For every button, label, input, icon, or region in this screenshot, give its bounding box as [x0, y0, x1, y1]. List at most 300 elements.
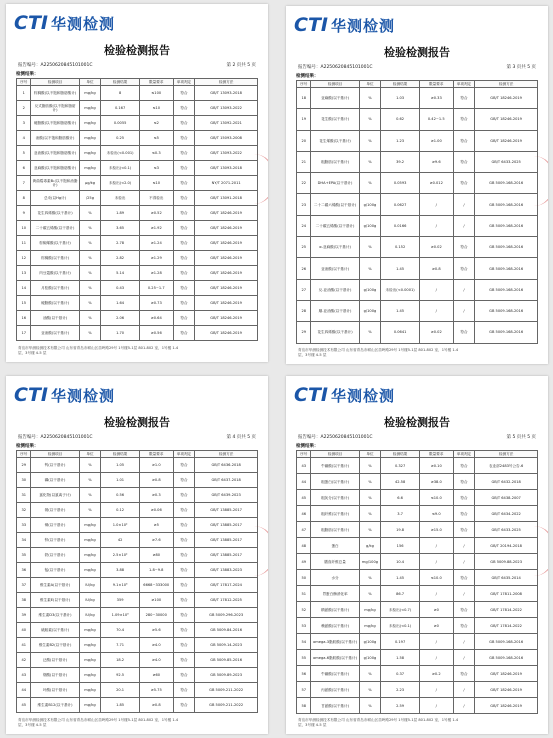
table-cell: /	[453, 554, 475, 570]
table-cell: 符合	[173, 191, 195, 206]
table-cell: /	[453, 650, 475, 666]
table-cell: 1	[17, 86, 31, 101]
table-cell: 15	[17, 296, 31, 311]
table-cell: 符合	[173, 578, 195, 593]
table-cell: 46	[297, 506, 311, 522]
report-page-4	[6, 376, 268, 734]
table-cell: 0.12	[101, 503, 140, 518]
table-row	[297, 698, 538, 714]
table-cell: 符合	[453, 458, 475, 474]
table-cell: NY/T 2071-2011	[195, 176, 258, 191]
table-cell: 50	[297, 570, 311, 586]
table-row	[17, 578, 258, 593]
table-cell: GB/T 18246-2019	[195, 311, 258, 326]
table-cell: 0.0641	[381, 322, 420, 343]
section-label: 检测结果：	[296, 444, 319, 449]
table-row	[297, 618, 538, 634]
table-cell: 6.6	[381, 490, 420, 506]
table-cell: %	[359, 173, 381, 194]
table-cell: 34	[17, 533, 31, 548]
table-cell: GB/T 13885-2017	[195, 548, 258, 563]
footer-line-1: 青岛市华测检测技术有限公司 山东省青岛市崂山区苗岭路29号 1号楼5-1层 801-802 室，1号楼 1-4	[298, 348, 459, 352]
table-cell: 粗蛋白(以干基计)	[311, 474, 359, 490]
table-cell: mg/kg	[359, 618, 381, 634]
table-cell: 44	[17, 683, 31, 698]
table-row	[297, 130, 538, 151]
table-cell: mg/kg	[79, 86, 101, 101]
seal-stamp-edge	[530, 156, 548, 206]
table-cell: mg/kg	[79, 698, 101, 713]
table-cell: GB 5009.168-2016	[475, 258, 538, 279]
column-header: 单项判定	[453, 81, 475, 88]
table-cell: %	[79, 488, 101, 503]
table-cell: 蛋白	[311, 538, 359, 554]
table-cell: 9.1×10³	[101, 578, 140, 593]
table-cell: %	[359, 570, 381, 586]
table-row	[17, 206, 258, 221]
table-cell: 亚油酸(以干基计)	[31, 326, 79, 341]
section-label: 检测结果：	[16, 444, 39, 449]
table-cell: mg/kg	[79, 668, 101, 683]
table-cell: 符合	[173, 101, 195, 116]
table-cell: GB/T 6435-2014	[475, 570, 538, 586]
table-cell: 二十二碳六烯酸(以干基计)	[311, 194, 359, 215]
table-cell: ≤2	[139, 116, 173, 131]
table-cell: ≤10.0	[419, 570, 453, 586]
table-cell: 1.0×10²	[101, 518, 140, 533]
table-row	[297, 88, 538, 109]
table-cell: %	[79, 311, 101, 326]
table-cell: 52	[297, 602, 311, 618]
table-cell: DHA+EPA(以干基计)	[311, 173, 359, 194]
table-cell: 黄曲霉毒素B₁(以不饱和油脂计)	[31, 176, 79, 191]
table-cell: 亚麻酸(以干基计)	[311, 88, 359, 109]
cti-logo	[14, 384, 115, 406]
table-cell: GB 5009.168-2016	[475, 215, 538, 236]
table-cell: 反式脂肪酸(以不饱和脂肪计)	[31, 101, 79, 116]
table-cell: 月桂酸(以干基计)	[31, 281, 79, 296]
table-cell: ≥1.24	[139, 236, 173, 251]
table-cell: 符合	[173, 86, 195, 101]
table-cell: 0.42~1.5	[419, 109, 453, 130]
table-row	[17, 488, 258, 503]
table-cell: 0.0166	[381, 215, 420, 236]
table-cell: 3.65	[101, 221, 140, 236]
table-cell: 1.85	[101, 698, 140, 713]
table-cell: /	[419, 634, 453, 650]
table-cell: 32	[17, 503, 31, 518]
table-cell: GB 5009.168-2016	[475, 279, 538, 300]
footer-line-1: 青岛市华测检测技术有限公司 山东省青岛市崂山区苗岭路29号 1号楼5-1层 801-802 室，1号楼 1-4	[18, 346, 179, 350]
table-cell: 符合	[173, 518, 195, 533]
logo-latin: CTI	[14, 384, 48, 406]
table-cell: 27	[297, 279, 311, 300]
table-cell: 0.43	[101, 281, 140, 296]
table-row	[297, 215, 538, 236]
table-cell: 未检出(<0.1)	[381, 618, 420, 634]
logo-cn: 华测检测	[330, 16, 395, 35]
page-indicator: 第 5 页共 5 页	[506, 435, 536, 440]
table-cell: GB/T 13093-2018	[195, 86, 258, 101]
footer-line-2: 层，3号楼 4-5 层	[298, 353, 327, 357]
table-cell: 棕榈烯酸(以干基计)	[31, 236, 79, 251]
table-cell: %	[359, 88, 381, 109]
report-number-value: A2250620845101001C	[40, 435, 93, 440]
table-cell: 钙(以干基计)	[31, 458, 79, 473]
table-cell: 符合	[173, 131, 195, 146]
column-header: 单项判定	[173, 451, 195, 458]
table-cell: 8	[101, 86, 140, 101]
table-cell: ≥9.6	[419, 151, 453, 172]
table-cell: 29	[17, 458, 31, 473]
section-label: 检测结果：	[16, 72, 39, 77]
table-cell: 2.78	[101, 236, 140, 251]
table-cell: 符合	[173, 236, 195, 251]
table-cell: 亚麻酸(以不饱和脂肪酸计)	[31, 161, 79, 176]
table-cell: 符合	[173, 251, 195, 266]
table-header-row	[297, 81, 538, 88]
table-cell: 符合	[453, 173, 475, 194]
table-cell: 1.45	[381, 300, 420, 321]
table-cell: ≤10	[139, 101, 173, 116]
table-row	[297, 682, 538, 698]
table-cell: 农业部2483号公告-6	[475, 458, 538, 474]
table-cell: %	[359, 698, 381, 714]
table-cell: 86.7	[381, 586, 420, 602]
column-header: 限量要求	[419, 81, 453, 88]
report-number-value: A2250620845101001C	[320, 435, 373, 440]
table-cell: mg/kg	[79, 623, 101, 638]
table-row	[17, 503, 258, 518]
page-indicator: 第 3 页共 5 页	[506, 65, 536, 70]
table-cell: IU/kg	[79, 608, 101, 623]
table-cell: 8	[17, 191, 31, 206]
table-row	[17, 473, 258, 488]
table-cell: 359	[101, 593, 140, 608]
table-cell: α-亚麻酸(以干基计)	[311, 237, 359, 258]
table-row	[17, 593, 258, 608]
table-cell: 符合	[173, 281, 195, 296]
table-cell: 甘氨酸(以干基计)	[311, 698, 359, 714]
table-cell: omega-6脂肪酸(以干基计)	[311, 650, 359, 666]
table-cell: ≤100	[139, 86, 173, 101]
table-row	[17, 236, 258, 251]
table-cell: ≥4.0	[139, 638, 173, 653]
table-cell: GB/T 6434-2022	[475, 506, 538, 522]
table-cell: ≥0.10	[419, 458, 453, 474]
table-cell: 棕榈酸(以不饱和脂肪酸计)	[31, 86, 79, 101]
table-cell: GB 5009.84-2016	[195, 623, 258, 638]
table-cell: GB 5009.168-2016	[475, 300, 538, 321]
table-cell: %	[359, 666, 381, 682]
table-cell: 0.327	[381, 458, 420, 474]
column-header: 检测项目	[31, 451, 79, 458]
column-header: 检测结果	[101, 451, 140, 458]
table-cell: 铜(以干基计)	[31, 518, 79, 533]
table-cell: 符合	[173, 116, 195, 131]
table-row	[17, 311, 258, 326]
table-cell: omega-3脂肪酸(以干基计)	[311, 634, 359, 650]
column-header: 检测项目	[311, 451, 359, 458]
table-cell: ≥15.0	[419, 522, 453, 538]
table-cell: 20.1	[101, 683, 140, 698]
table-cell: 20	[297, 130, 311, 151]
table-cell: 47	[297, 522, 311, 538]
table-cell: 符合	[453, 130, 475, 151]
table-cell: ≥5	[139, 518, 173, 533]
table-cell: ≤5	[139, 131, 173, 146]
table-cell: 10	[17, 221, 31, 236]
table-cell: GB 5009.168-2016	[475, 173, 538, 194]
table-row	[17, 533, 258, 548]
table-cell: %	[79, 236, 101, 251]
table-cell: %	[359, 490, 381, 506]
table-cell: 1.58	[381, 650, 420, 666]
table-cell: 42	[101, 533, 140, 548]
table-cell: ≥0	[419, 618, 453, 634]
table-cell: mg/100g	[359, 554, 381, 570]
table-cell: /	[453, 279, 475, 300]
table-cell: GB/T 17817-2024	[195, 578, 258, 593]
column-header: 限量要求	[139, 451, 173, 458]
table-cell: 280~30000	[139, 608, 173, 623]
table-cell: ≥0	[419, 602, 453, 618]
table-row	[17, 623, 258, 638]
table-cell: 1.70	[101, 326, 140, 341]
column-header: 检测项目	[311, 81, 359, 88]
table-cell: ≥7.6	[139, 533, 173, 548]
table-cell: 18	[297, 88, 311, 109]
results-table	[296, 450, 538, 714]
table-cell: %	[79, 266, 101, 281]
report-number	[18, 434, 93, 440]
table-cell: 符合	[453, 602, 475, 618]
table-cell: 符合	[453, 109, 475, 130]
table-cell: ≥1.28	[139, 266, 173, 281]
table-row	[297, 538, 538, 554]
report-page-2	[6, 4, 268, 362]
table-cell: GB/T 18246-2019	[195, 296, 258, 311]
table-cell: %	[79, 326, 101, 341]
table-cell: 22	[297, 173, 311, 194]
column-header: 检测方法	[475, 81, 538, 88]
table-cell: 58	[297, 698, 311, 714]
results-table	[16, 78, 258, 341]
table-cell: /	[453, 682, 475, 698]
table-cell: 符合	[173, 488, 195, 503]
table-cell: GB/T 17814-2022	[475, 618, 538, 634]
table-cell: g/100g	[359, 215, 381, 236]
table-cell: /	[453, 634, 475, 650]
table-cell: GB/T 6438-2007	[475, 490, 538, 506]
table-cell: 7	[17, 176, 31, 191]
table-cell: ≥1.00	[419, 130, 453, 151]
table-cell: 反-亚油酸(以干基计)	[311, 279, 359, 300]
table-row	[17, 683, 258, 698]
table-row	[17, 518, 258, 533]
table-cell: GB/T 13092-2021	[195, 116, 258, 131]
table-cell: GB/T 6436-2018	[195, 458, 258, 473]
table-cell: 铁(以干基计)	[31, 548, 79, 563]
table-cell: 2.82	[101, 251, 140, 266]
table-cell: 符合	[173, 548, 195, 563]
footer-line-2: 层，3号楼 4-5 层	[18, 351, 47, 355]
table-cell: %	[359, 322, 381, 343]
table-cell: GB 5009.85-2016	[195, 653, 258, 668]
report-page-3	[286, 6, 548, 364]
table-cell: g/100g	[359, 194, 381, 215]
table-cell: 37	[17, 578, 31, 593]
table-cell: GB/T 13093-2022	[195, 146, 258, 161]
table-cell: ≥80	[139, 548, 173, 563]
table-cell: 未检出(<0.1)	[101, 161, 140, 176]
report-number-label: 报告编号：	[298, 435, 321, 440]
table-cell: 符合	[173, 533, 195, 548]
table-cell: 1.23	[381, 130, 420, 151]
table-cell: GB/T 13093-2018	[195, 161, 258, 176]
table-cell: /	[453, 586, 475, 602]
table-cell: ≥0.02	[419, 237, 453, 258]
table-cell: 符合	[173, 668, 195, 683]
table-cell: GB/T 13885-2017	[195, 503, 258, 518]
table-cell: 符合	[173, 623, 195, 638]
table-cell: 二十碳五烯酸(以干基计)	[311, 215, 359, 236]
report-number	[298, 64, 373, 70]
table-row	[17, 221, 258, 236]
table-cell: %	[79, 296, 101, 311]
report-title: 检验检测报告	[104, 44, 170, 57]
table-cell: GB/T 17812-2025	[195, 593, 258, 608]
table-row	[297, 474, 538, 490]
table-cell: GB/T 18246-2019	[475, 666, 538, 682]
table-cell: 符合	[173, 503, 195, 518]
table-cell: 0.25~1.7	[139, 281, 173, 296]
table-cell: /	[419, 194, 453, 215]
footer-line-2: 层，3号楼 4-5 层	[18, 723, 47, 727]
table-cell: 1.09×10³	[101, 608, 140, 623]
report-number-value: A2250620845101001C	[40, 63, 93, 68]
table-cell: 3.88	[101, 563, 140, 578]
table-row	[17, 86, 258, 101]
table-cell: 符合	[453, 322, 475, 343]
table-cell: 0.152	[381, 237, 420, 258]
table-cell: 符合	[453, 666, 475, 682]
table-cell: 43	[17, 668, 31, 683]
table-cell: ≥5.6	[139, 623, 173, 638]
table-cell: 粗脂肪(以干基计)	[311, 151, 359, 172]
column-header: 检测方法	[195, 79, 258, 86]
table-row	[297, 490, 538, 506]
table-cell: 0.62	[381, 109, 420, 130]
table-cell: %	[359, 237, 381, 258]
table-row	[17, 266, 258, 281]
table-cell: g/100g	[359, 300, 381, 321]
table-cell: GB 5009.211-2022	[195, 683, 258, 698]
table-cell: IU/kg	[79, 578, 101, 593]
table-cell: 1.01	[101, 473, 140, 488]
column-header: 序号	[17, 79, 31, 86]
column-header: 检测项目	[31, 79, 79, 86]
table-cell: 花生酸(以干基计)	[311, 109, 359, 130]
table-cell: 符合	[173, 608, 195, 623]
table-row	[17, 608, 258, 623]
table-cell: 0.0593	[381, 173, 420, 194]
table-cell: mg/kg	[79, 548, 101, 563]
table-cell: /25g	[79, 191, 101, 206]
table-cell: 牛磺酸(以干基计)	[311, 458, 359, 474]
table-row	[297, 650, 538, 666]
table-cell: /	[419, 586, 453, 602]
table-cell: %	[359, 458, 381, 474]
table-cell: 53	[297, 618, 311, 634]
table-cell: %	[79, 206, 101, 221]
report-title: 检验检测报告	[104, 416, 170, 429]
table-cell: 顺-亚油酸(以干基计)	[311, 300, 359, 321]
table-cell: 硫胺素(以干基计)	[31, 623, 79, 638]
table-cell: GB 5009.88-2023	[475, 554, 538, 570]
table-cell: 41	[17, 638, 31, 653]
table-cell: 21	[297, 151, 311, 172]
table-row	[17, 251, 258, 266]
table-cell: 1.64	[101, 296, 140, 311]
table-cell: mg/kg	[79, 146, 101, 161]
seal-stamp-edge	[250, 526, 268, 576]
table-cell: g/100g	[359, 650, 381, 666]
table-row	[17, 161, 258, 176]
table-cell: 未检出	[101, 191, 140, 206]
table-cell: 2.59	[381, 698, 420, 714]
table-cell: ≥0.73	[139, 296, 173, 311]
table-cell: 1.45	[381, 258, 420, 279]
table-cell: 57	[297, 682, 311, 698]
table-cell: 156	[381, 538, 420, 554]
table-row	[297, 194, 538, 215]
table-row	[17, 116, 258, 131]
table-cell: 2	[17, 101, 31, 116]
report-number	[18, 62, 93, 68]
table-cell: mg/kg	[79, 131, 101, 146]
table-row	[17, 176, 258, 191]
table-cell: GB/T 18246-2019	[475, 109, 538, 130]
table-cell: 膳食纤维总量	[311, 554, 359, 570]
table-cell: 7.71	[101, 638, 140, 653]
table-row	[297, 279, 538, 300]
table-row	[17, 146, 258, 161]
table-cell: 符合	[453, 258, 475, 279]
table-cell: 24	[297, 215, 311, 236]
table-cell: %	[359, 474, 381, 490]
table-cell: GB/T 17811-2008	[475, 586, 538, 602]
table-row	[17, 548, 258, 563]
table-cell: GB/T 6433-2025	[475, 522, 538, 538]
table-cell: GB/T 18246-2019	[475, 130, 538, 151]
table-cell: 棕榈酸(以干基计)	[31, 251, 79, 266]
table-cell: /	[419, 682, 453, 698]
table-cell: g/100g	[359, 279, 381, 300]
table-cell: 未检出(<0.0001)	[381, 279, 420, 300]
table-cell: 符合	[173, 161, 195, 176]
table-cell: 0.56	[101, 488, 140, 503]
table-cell: mg/kg	[79, 638, 101, 653]
table-cell: 花生四烯酸(以干基计)	[31, 206, 79, 221]
table-cell: 43	[297, 458, 311, 474]
table-cell: %	[79, 503, 101, 518]
table-cell: 29	[297, 322, 311, 343]
table-row	[297, 506, 538, 522]
table-cell: GB/T 13885-2017	[195, 533, 258, 548]
table-cell: %	[79, 251, 101, 266]
table-cell: 33	[17, 518, 31, 533]
